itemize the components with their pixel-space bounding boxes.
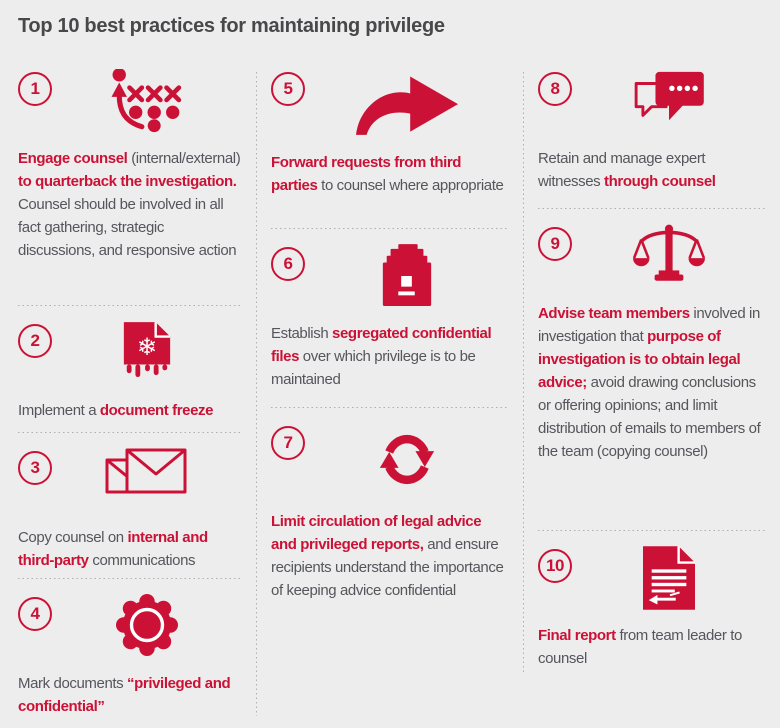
practice-item-4	[18, 579, 242, 718]
item-header	[271, 244, 509, 308]
item-header	[271, 69, 509, 137]
segregated-files-icon	[305, 244, 509, 308]
scales-of-justice-icon	[572, 224, 766, 286]
practice-text: Retain and manage expert witnesses through counsel	[538, 150, 716, 190]
item-header	[18, 448, 242, 512]
item-header	[538, 546, 766, 610]
practice-text: Forward requests from third parties to counsel where appropriate	[271, 154, 504, 194]
circulation-arrows-icon	[305, 423, 509, 496]
forward-arrow-icon	[305, 69, 509, 137]
practice-text: Final report from team leader to counsel	[538, 627, 742, 667]
practice-item-7	[271, 408, 509, 602]
practice-item-3	[18, 433, 242, 579]
practice-text: Engage counsel (internal/​external) to quarterback the investigation. Counsel should be involved in all fact gathering, strategic discussions, and responsive action	[18, 150, 241, 259]
columns-container	[0, 67, 780, 718]
practice-item-6	[271, 229, 509, 408]
number-badge: 5	[271, 72, 305, 106]
number-badge: 4	[18, 597, 52, 631]
practice-item-8	[538, 69, 766, 209]
number-badge: 8	[538, 72, 572, 106]
number-badge: 3	[18, 451, 52, 485]
practice-item-5	[271, 69, 509, 229]
column-divider	[523, 72, 524, 672]
practice-text: Advise team members involved in investigation that purpose of investigation is to obtain legal advice; avoid drawing conclusions or offering opinions; and limit distribution of emails to members of the team (copying counsel)	[538, 305, 761, 460]
practice-item-10	[538, 531, 766, 670]
practice-item-9	[538, 209, 766, 531]
number-badge: 1	[18, 72, 52, 106]
column-1	[18, 67, 242, 718]
number-badge: 10	[538, 549, 572, 583]
number-badge: 7	[271, 426, 305, 460]
svg-text:❄: ❄	[136, 332, 158, 361]
column-2	[271, 67, 509, 602]
item-header	[18, 594, 242, 658]
play-strategy-icon	[52, 69, 242, 133]
item-header	[538, 224, 766, 288]
practice-text: Mark documents “privileged and confidential”	[18, 675, 231, 715]
item-header	[18, 321, 242, 385]
number-badge: 9	[538, 227, 572, 261]
number-badge: 2	[18, 324, 52, 358]
signed-report-icon	[572, 546, 766, 610]
envelopes-icon	[52, 448, 242, 504]
practice-text: Copy counsel on internal and third-party communications	[18, 529, 208, 569]
page-title: Top 10 best practices for maintaining privilege	[18, 15, 445, 37]
number-badge: 6	[271, 247, 305, 281]
column-divider	[256, 72, 257, 716]
column-3	[538, 67, 766, 670]
item-header	[271, 423, 509, 496]
chat-bubbles-icon	[572, 69, 766, 127]
practice-text: Implement a document freeze	[18, 402, 214, 419]
practice-text: Limit circulation of legal advice and privileged reports, and ensure recipients understand the importance of keeping advice confidential	[271, 513, 504, 599]
practice-text: Establish segregated confidential files over which privilege is to be maintained	[271, 325, 492, 388]
item-header	[18, 69, 242, 133]
item-header	[538, 69, 766, 133]
frozen-document-icon	[52, 321, 242, 381]
practice-item-1	[18, 69, 242, 306]
seal-icon	[52, 594, 242, 656]
practice-item-2	[18, 306, 242, 433]
